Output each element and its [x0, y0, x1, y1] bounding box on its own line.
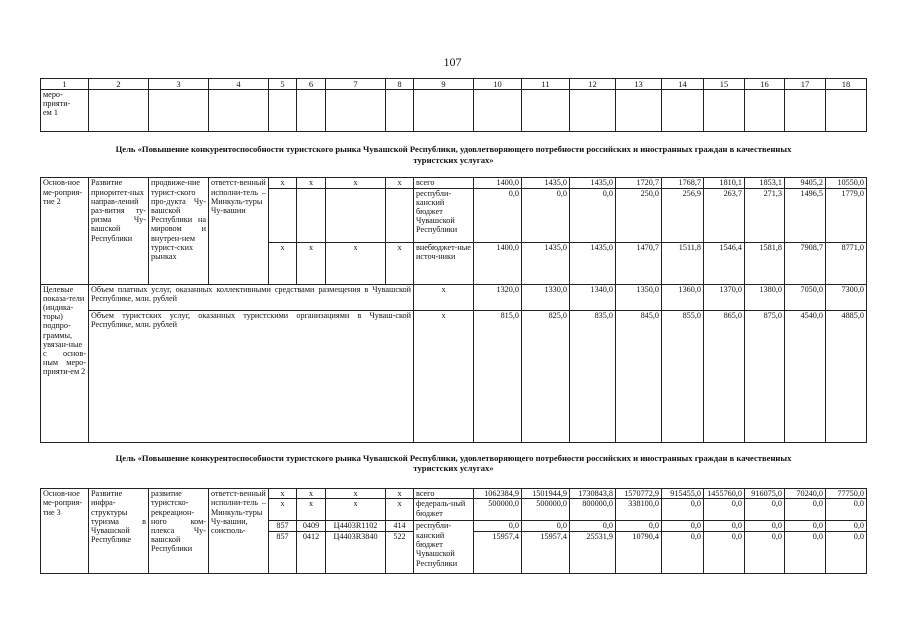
code-cell: x — [269, 489, 297, 499]
event2-tasks: продвиже-ние турист-ского про-дукта Чу-вашской Республики на мировом и внутрен-нем турист-ских рынках — [149, 178, 209, 284]
code-cell: x — [269, 499, 297, 521]
column-number: 10 — [474, 79, 522, 90]
code-cell: 0412 — [297, 531, 326, 573]
value-cell: 0,0 — [826, 521, 867, 531]
value-cell: 10550,0 — [826, 178, 867, 188]
code-cell: x — [326, 499, 386, 521]
funding-source: всего — [414, 489, 474, 499]
funding-source: республи- — [414, 521, 474, 531]
value-cell: 1768,7 — [662, 178, 704, 188]
column-number: 3 — [149, 79, 209, 90]
column-number: 16 — [745, 79, 785, 90]
code-cell: x — [297, 178, 326, 188]
value-cell: 0,0 — [785, 531, 826, 573]
indicator-text: Объем туристских услуг, оказанных туристскими организациями в Чуваш-ской Республике, млн. рублей — [89, 310, 414, 442]
value-cell: 7908,7 — [785, 242, 826, 284]
value-cell: 338100,0 — [616, 499, 662, 521]
goal-row-2 — [41, 442, 867, 488]
column-number: 12 — [570, 79, 616, 90]
value-cell: 1360,0 — [662, 284, 704, 310]
column-number: 2 — [89, 79, 149, 90]
code-cell: x — [269, 178, 297, 188]
funding-source: федераль-ный бюджет — [414, 499, 474, 521]
column-number: 11 — [522, 79, 570, 90]
value-cell: 0,0 — [745, 531, 785, 573]
goal-heading: Цель «Повышение конкурентоспособности туристского рынка Чувашской Республики, удовлетворяющего потребности российских и иностранных граждан в качественных туристских услугах» — [115, 144, 792, 165]
code-cell: x — [297, 242, 326, 284]
column-number: 1 — [41, 79, 89, 90]
value-cell: 0,0 — [745, 521, 785, 531]
value-cell: 1470,7 — [616, 242, 662, 284]
code-cell: x — [269, 242, 297, 284]
funding-source: канский бюджет Чувашской Республики — [414, 531, 474, 573]
value-cell: 256,9 — [662, 188, 704, 242]
value-cell: 1511,8 — [662, 242, 704, 284]
value-cell: 1779,0 — [826, 188, 867, 242]
column-number: 14 — [662, 79, 704, 90]
event3-label: Основ-ное ме-роприя-тие 3 — [41, 489, 89, 573]
event2-label: Основ-ное ме-роприя-тие 2 — [41, 178, 89, 284]
code-cell: x — [386, 178, 414, 188]
value-cell: 1062384,9 — [474, 489, 522, 499]
funding-source: республи-канский бюджет Чувашской Республики — [414, 188, 474, 242]
value-cell: 1501944,9 — [522, 489, 570, 499]
event2-name: Развитие приоритет-ных направ-лений раз-вития ту-ризма Чу-вашской Республики — [89, 178, 149, 284]
event3-responsible: ответст-венный исполни-тель – Минкуль-туры Чу-вашии, соисполь- — [209, 489, 269, 573]
value-cell: 835,0 — [570, 310, 616, 442]
value-cell: 1350,0 — [616, 284, 662, 310]
value-cell: 0,0 — [474, 188, 522, 242]
budget-table — [40, 78, 867, 574]
value-cell: 10790,4 — [616, 531, 662, 573]
goal-row-1 — [41, 132, 867, 178]
value-cell: 263,7 — [704, 188, 745, 242]
continuation-row — [41, 90, 867, 132]
value-cell: 0,0 — [826, 499, 867, 521]
value-cell: 815,0 — [474, 310, 522, 442]
event2-responsible: ответст-венный исполни-тель – Минкуль-туры Чу-вашии — [209, 178, 269, 284]
code-cell: Ц4403R3840 — [326, 531, 386, 573]
code-cell: x — [386, 489, 414, 499]
value-cell: 0,0 — [474, 521, 522, 531]
event2-row-total — [41, 178, 867, 188]
value-cell: 8771,0 — [826, 242, 867, 284]
value-cell: 4540,0 — [785, 310, 826, 442]
value-cell: 0,0 — [745, 499, 785, 521]
value-cell: 4885,0 — [826, 310, 867, 442]
value-cell: 875,0 — [745, 310, 785, 442]
event3-tasks: развитие туристско-рекреацион-ного ком-плекса Чу-вашской Республики — [149, 489, 209, 573]
value-cell: 0,0 — [662, 531, 704, 573]
value-cell: 70240,0 — [785, 489, 826, 499]
value-cell: 1546,4 — [704, 242, 745, 284]
event3-name: Развитие инфра-структуры туризма в Чувашской Республике — [89, 489, 149, 573]
goal-heading: Цель «Повышение конкурентоспособности туристского рынка Чувашской Республики, удовлетворяющего потребности российских и иностранных граждан в качественных туристских услугах» — [115, 452, 792, 474]
value-cell: 0,0 — [785, 499, 826, 521]
value-cell: 1340,0 — [570, 284, 616, 310]
code-cell: 857 — [269, 531, 297, 573]
value-cell: 250,0 — [616, 188, 662, 242]
event1-label: меро- прияти- ем 1 — [41, 90, 89, 132]
code-cell: x — [326, 489, 386, 499]
indicator-text: Объем платных услуг, оказанных коллективными средствами размещения в Чувашской Республике, млн. рублей — [89, 284, 414, 310]
value-cell: 1435,0 — [570, 242, 616, 284]
column-number-row — [41, 79, 867, 90]
value-cell: 0,0 — [662, 499, 704, 521]
column-number: 18 — [826, 79, 867, 90]
value-cell: 855,0 — [662, 310, 704, 442]
value-cell: 0,0 — [616, 521, 662, 531]
funding-source: всего — [414, 178, 474, 188]
value-cell: 271,3 — [745, 188, 785, 242]
value-cell: 825,0 — [522, 310, 570, 442]
value-cell: 916075,0 — [745, 489, 785, 499]
code-cell: x — [326, 242, 386, 284]
value-cell: 1455760,0 — [704, 489, 745, 499]
column-number: 6 — [297, 79, 326, 90]
value-cell: 0,0 — [704, 531, 745, 573]
column-number: 13 — [616, 79, 662, 90]
value-cell: 1720,7 — [616, 178, 662, 188]
value-cell: 1570772,9 — [616, 489, 662, 499]
value-cell: 77750,0 — [826, 489, 867, 499]
value-cell: 15957,4 — [522, 531, 570, 573]
column-number: 15 — [704, 79, 745, 90]
value-cell: 0,0 — [662, 521, 704, 531]
value-cell: 1330,0 — [522, 284, 570, 310]
value-cell: 9405,2 — [785, 178, 826, 188]
funding-source: внебюджет-ные источ-ники — [414, 242, 474, 284]
value-cell: 845,0 — [616, 310, 662, 442]
value-cell: 1400,0 — [474, 178, 522, 188]
value-cell: 1370,0 — [704, 284, 745, 310]
column-number: 9 — [414, 79, 474, 90]
value-cell: 0,0 — [570, 521, 616, 531]
value-cell: 1810,1 — [704, 178, 745, 188]
code-cell: 0409 — [297, 521, 326, 531]
column-number: 5 — [269, 79, 297, 90]
value-cell: 915455,0 — [662, 489, 704, 499]
code-cell: Ц4403R1102 — [326, 521, 386, 531]
value-cell: 1435,0 — [522, 242, 570, 284]
indicators-label: Целевые показа-тели (индика-торы) подпро-граммы, увязан-ные с основ-ным меро-прияти-ем 2 — [41, 284, 89, 442]
value-cell: 0,0 — [826, 531, 867, 573]
value-cell: 1496,5 — [785, 188, 826, 242]
value-cell: 500000,0 — [522, 499, 570, 521]
value-cell: 7300,0 — [826, 284, 867, 310]
column-number: 7 — [326, 79, 386, 90]
value-cell: 1581,8 — [745, 242, 785, 284]
value-cell: 500000,0 — [474, 499, 522, 521]
value-cell: 1380,0 — [745, 284, 785, 310]
event3-row-total — [41, 489, 867, 499]
indicator-mark: x — [414, 284, 474, 310]
code-cell: 522 — [386, 531, 414, 573]
value-cell: 25531,9 — [570, 531, 616, 573]
value-cell: 1400,0 — [474, 242, 522, 284]
value-cell: 1730843,8 — [570, 489, 616, 499]
value-cell: 1435,0 — [522, 178, 570, 188]
code-cell: x — [297, 489, 326, 499]
value-cell: 1320,0 — [474, 284, 522, 310]
code-cell: 857 — [269, 521, 297, 531]
value-cell: 1853,1 — [745, 178, 785, 188]
column-number: 4 — [209, 79, 269, 90]
value-cell: 0,0 — [704, 521, 745, 531]
value-cell: 7050,0 — [785, 284, 826, 310]
code-cell: x — [386, 242, 414, 284]
indicator-row-2 — [41, 310, 867, 442]
value-cell: 1435,0 — [570, 178, 616, 188]
code-cell: x — [326, 178, 386, 188]
column-number: 17 — [785, 79, 826, 90]
code-cell: x — [386, 499, 414, 521]
code-cell: x — [297, 499, 326, 521]
value-cell: 865,0 — [704, 310, 745, 442]
column-number: 8 — [386, 79, 414, 90]
value-cell: 800000,0 — [570, 499, 616, 521]
value-cell: 0,0 — [522, 188, 570, 242]
value-cell: 0,0 — [570, 188, 616, 242]
value-cell: 0,0 — [522, 521, 570, 531]
indicator-row-1 — [41, 284, 867, 310]
value-cell: 0,0 — [704, 499, 745, 521]
indicator-mark: x — [414, 310, 474, 442]
code-cell: 414 — [386, 521, 414, 531]
page-number: 107 — [443, 55, 462, 69]
value-cell: 15957,4 — [474, 531, 522, 573]
value-cell: 0,0 — [785, 521, 826, 531]
